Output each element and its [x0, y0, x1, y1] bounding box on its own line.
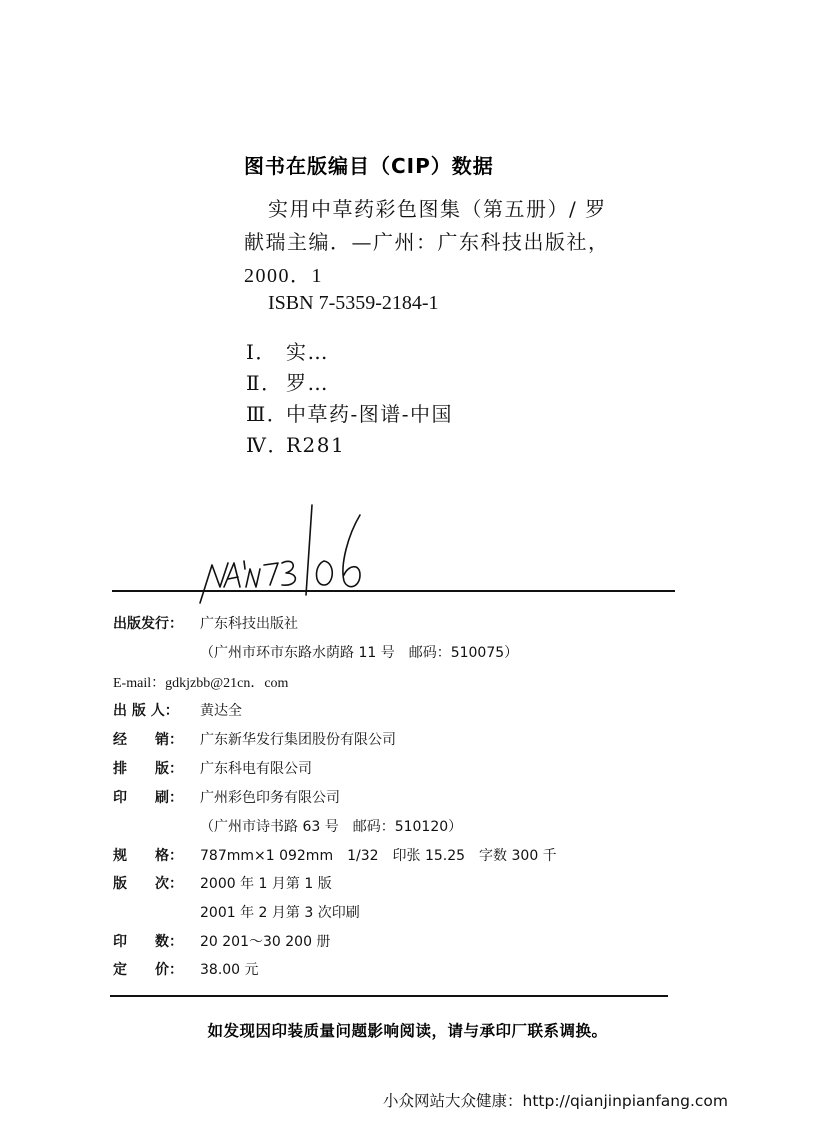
cip-class-text: 罗… [286, 371, 329, 395]
quality-notice: 如发现因印装质量问题影响阅读，请与承印厂联系调换。 [207, 1022, 608, 1040]
handwritten-annotation [190, 495, 490, 605]
print-count-label: 印 数： [113, 934, 183, 950]
email-label: E-mail： [113, 676, 166, 691]
cip-isbn: ISBN 7-5359-2184-1 [268, 292, 439, 314]
colophon-print-count [113, 931, 330, 951]
colophon-publisher-person [113, 700, 242, 720]
cip-line-title: 实用中草药彩色图集（第五册）/ 罗 [268, 197, 607, 221]
colophon-price [113, 959, 259, 979]
cip-class-text: 中草药-图谱-中国 [286, 402, 454, 426]
publisher-address: （广州市环市东路水荫路 11 号 邮码：510075） [200, 645, 519, 661]
cip-class-num: Ⅱ． [246, 373, 283, 395]
email-value: gdkjzbb@21cn．com [165, 676, 289, 691]
colophon-edition [113, 873, 332, 893]
cip-class-text: R281 [286, 433, 346, 457]
divider-top [112, 590, 675, 592]
printing-run: 2001 年 2 月第 3 次印刷 [200, 905, 360, 921]
typesetting-label: 排 版： [113, 761, 183, 777]
cip-line-publisher: 献瑞主编．—广州：广东科技出版社， [244, 230, 610, 254]
cip-class-text: 实… [286, 340, 329, 364]
colophon-email [113, 672, 288, 692]
colophon-typesetting [113, 758, 312, 778]
printing-address: （广州市诗书路 63 号 邮码：510120） [200, 819, 463, 835]
print-count-value: 20 201～30 200 册 [200, 934, 331, 950]
typesetting-value: 广东科电有限公司 [200, 761, 312, 777]
printing-label: 印 刷： [113, 790, 183, 806]
cip-class-item [246, 336, 329, 365]
cip-class-num: Ⅳ． [246, 435, 289, 457]
distributor-label: 经 销： [113, 732, 183, 748]
cip-class-item [246, 429, 345, 458]
cip-line-date: 2000．1 [244, 265, 323, 287]
cip-class-num: Ⅰ． [246, 342, 277, 364]
specification-label: 规 格： [113, 848, 183, 864]
publisher-label: 出版发行： [113, 616, 183, 632]
cip-class-item [246, 398, 453, 427]
divider-bottom [110, 995, 668, 997]
distributor-value: 广东新华发行集团股份有限公司 [200, 732, 396, 748]
colophon-publisher [113, 613, 298, 633]
price-label: 定 价： [113, 962, 183, 978]
publisher-person-value: 黄达全 [200, 703, 242, 719]
printing-value: 广州彩色印务有限公司 [200, 790, 340, 806]
cip-class-num: Ⅲ． [246, 404, 289, 426]
site-watermark: 小众网站大众健康：http://qianjinpianfang.com [383, 1092, 729, 1110]
colophon-printing [113, 787, 340, 807]
edition-value: 2000 年 1 月第 1 版 [200, 876, 332, 892]
colophon-specification [113, 845, 557, 865]
price-value: 38.00 元 [200, 962, 259, 978]
cip-title: 图书在版编目（CIP）数据 [244, 154, 494, 178]
edition-label: 版 次： [113, 876, 183, 892]
specification-value: 787mm×1 092mm 1/32 印张 15.25 字数 300 千 [200, 848, 557, 864]
cip-class-item [246, 367, 329, 396]
publisher-value: 广东科技出版社 [200, 616, 298, 632]
publisher-person-label: 出 版 人： [113, 703, 179, 719]
colophon-distributor [113, 729, 396, 749]
